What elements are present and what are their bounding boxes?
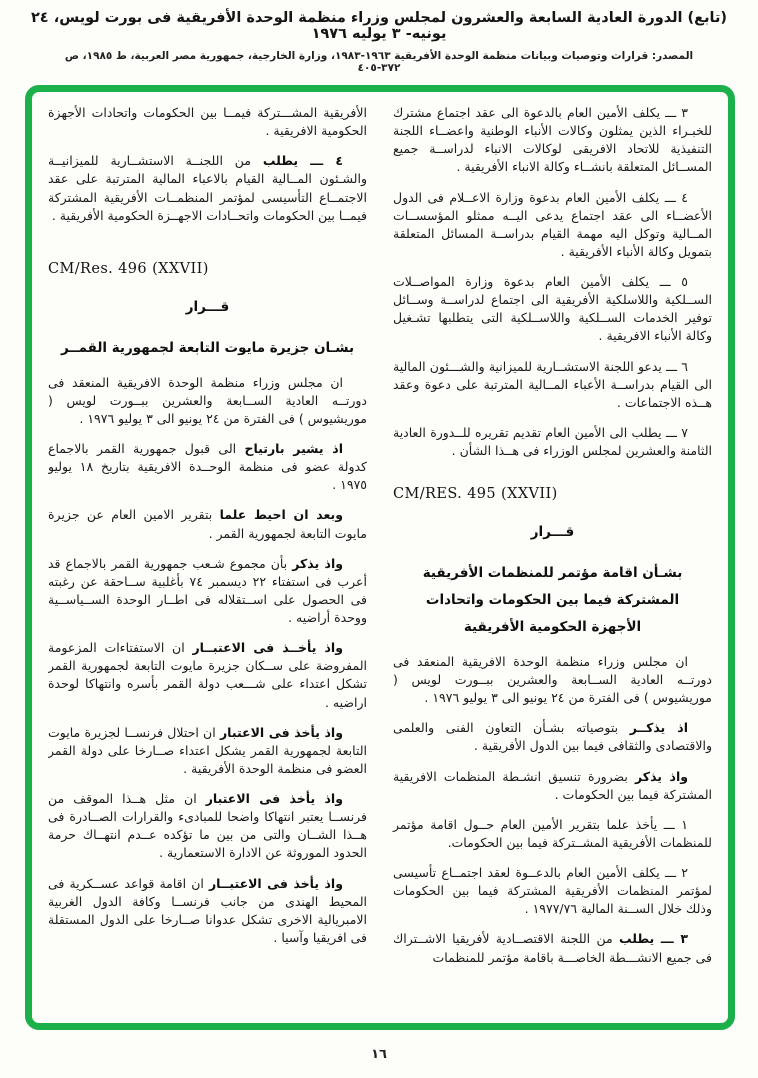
paragraph-lead: واذ يأخذ فى الاعتبار [205, 791, 343, 807]
paragraph-lead: واذ يأخذ فى الاعتبار [219, 724, 343, 740]
resolution-title-line: الأجهزة الحكومية الأفريقية [463, 618, 642, 635]
page-number: ١٦ [371, 1047, 387, 1062]
resolution-title-line: المشتركة فيما بين الحكومات واتحادات [425, 592, 680, 609]
paragraph-lead: واذ يذكر [635, 768, 688, 784]
paragraph-lead: واذ يذكر [292, 555, 344, 571]
paragraph: ٧ ـــ يطلب الى الأمين العام تقديم تقريره للــدورة العادية الثامنة والعشرين لمجلس الوزراء فى هــذا الشأن . [393, 424, 712, 458]
two-column-layout [48, 104, 712, 1013]
column-right [393, 104, 712, 1013]
document-frame [25, 85, 735, 1030]
paragraph: ١ ـــ يأخذ علما بتقرير الأمين العام حــول اقامة مؤتمر للمنظمات الأفريقية المشــتركة فيما بين الحكومات. [393, 816, 712, 850]
paragraph [393, 930, 712, 966]
paragraph: الأفريقية المشـــتركة فيمــا بين الحكومات واتحادات الأجهزة الحكومية الافريقية . [48, 105, 367, 139]
paragraph: ٢ ـــ يكلف الأمين العام بالدعــوة لعقد اجتمــاع تأسيسى لمؤتمر المنظمات الأفريقية المشتركة فيما بين الحكومات وذلك خلال الســنة المالية ١٩٧٧/٧٦ . [393, 865, 712, 917]
paragraph-lead: واذ يأخذ فى الاعتبــار [208, 875, 343, 891]
paragraph [48, 440, 367, 494]
paragraph [393, 719, 712, 755]
paragraph: ان مجلس وزراء منظمة الوحدة الافريقية المنعقد فى دورتــه العادية الســابعة والعشرين ببــورت لويس ( موريشيوس ) فى الفترة من ٢٤ يونيو الى ٣ يوليو ١٩٧٦ . [48, 374, 367, 426]
paragraph-text: ان الاستفتاءات المزعومة المفروضة على ســكان جزيرة مايوت التابعة لجمهورية القمر تشكل اعتداء على شـــعب دولة القمر بأسره وانتهاكا لوحدة اراضيه . [48, 640, 367, 710]
paragraph-lead: واذ يأخــذ فى الاعتبــار [192, 640, 343, 656]
source-citation: المصدر: قرارات وتوصيات وبيانات منظمة الوحدة الأفريقية ١٩٦٣-١٩٨٣، وزارة الخارجية، جمهورية مصر العربية، ط ١٩٨٥، ص ٣٧٢-٤٠٥ [64, 50, 694, 74]
resolution-title: قـــرار [530, 524, 575, 541]
paragraph-text: الى قبول جمهورية القمر بالاجماع كدولة عضو فى منظمة الوحــدة الافريقية بتاريخ ١٨ يوليو ١٩٧٥ . [48, 441, 367, 493]
paragraph [48, 639, 367, 712]
paragraph-text: ان مثل هــذا الموقف من فرنســا يعتبر انتهاكا واضحا للمبادىء والقرارات الصــادرة فى هــذا الشــان والتى من بين ما تؤكده عــدم انتهــاك حرمة الحدود الموروثة عن الادارة الاستعمارية . [48, 791, 367, 861]
resolution-ref: CM/RES. 495 (XXVII) [393, 486, 558, 503]
paragraph [48, 506, 367, 542]
paragraph: ٦ ـــ يدعو اللجنة الاستشــارية للميزانية والشـــئون المالية الى القيام بدراســة الأعباء المــالية المترتبة على دعوة وعقد هــذه الاجتماعات . [393, 358, 712, 410]
paragraph-lead: اذ يذكــر [629, 720, 688, 736]
paragraph [393, 768, 712, 804]
session-title: (تابع) الدورة العادية السابعة والعشرون لمجلس وزراء منظمة الوحدة الأفريقية فى بورت لويس، ٢٤ يونيه- ٣ يوليه ١٩٧٦ [30, 10, 728, 42]
paragraph-text: بتقرير الامين العام عن جزيرة مايوت التابعة لجمهورية القمر . [48, 507, 367, 541]
paragraph: ان مجلس وزراء منظمة الوحدة الافريقية المنعقد فى دورتــه العادية الســابعة والعشرين ببــورت لويس ( موريشيوس ) فى الفترة من ٢٤ يونيو الى ٣ يوليو ١٩٧٦ . [393, 653, 712, 706]
paragraph [48, 152, 367, 225]
page-header [0, 10, 758, 74]
resolution-title-line: بشـأن اقامة مؤتمر للمنظمات الأفريقية [422, 565, 683, 582]
paragraph: ٤ ـــ يكلف الأمين العام بدعوة وزارة الاعــلام فى الدول الأعضــاء الى عقد اجتماع يدعى اليــه ممثلو المؤسســات المــالية وتوكل اليه مهمة القيام بدراســة المسائل المتعلقة بتمويل وكالة الأنباء الأفريقية . [393, 189, 712, 259]
column-left [48, 104, 367, 1013]
paragraph-text: من اللجنة الاقتصــادية لأفريقيا الاشــتراك فى جميع الانشـــطة الخاصـــة باقامة مؤتمر للمنظمات [393, 931, 712, 965]
paragraph-text: بتوصياته بشـأن التعاون الفنى والعلمى والاقتصادى والثقافى فيما بين الدول الأفريقية . [393, 720, 712, 754]
resolution-title-line: بشـان جزيرة مايوت التابعة لجمهورية القمــر [60, 339, 355, 356]
paragraph [48, 555, 367, 628]
paragraph-text: من اللجنــة الاستشــارية للميزانيــة والشـئون المــالية القيام بالاعباء المالية المترتبة على عقد الاجتمــاع التأسيسى لمؤتمر المنظمــات الأفريقية المشتركة فيمــا بين الحكومات واتحــادات الاجهــزة الحكومية الأفريقية . [48, 153, 367, 223]
paragraph-lead: ٣ ـــ يطلب [618, 931, 688, 947]
paragraph: ٣ ـــ يكلف الأمين العام بالدعوة الى عقد اجتماع مشترك للخبـراء الذين يمثلون وكالات الأنباء الوطنية واعضــاء اللجنة التنفيذية للاتحاد الافريقى لوكالات الانباء لدراســة جميع المســائل المتعلقة بانشــاء وكالة الانباء الأفريقية . [393, 105, 712, 175]
resolution-title: قـــرار [185, 298, 230, 315]
paragraph-lead: وبعد ان احيط علما [219, 507, 343, 523]
paragraph-lead: اذ يشير بارتياح [244, 441, 344, 457]
paragraph [48, 790, 367, 863]
paragraph [48, 724, 367, 778]
paragraph-lead: ٤ ـــ يطلب [262, 153, 343, 169]
paragraph-text: بضرورة تنسيق انشـطة المنظمات الافريقية المشتركة فيما بين الحكومات . [393, 768, 712, 802]
paragraph-text: ان احتلال فرنســا لجزيرة مايوت التابعة لجمهورية القمر يشكل اعتداء صــارخا على دولة القمر العضو فى منظمة الوحدة الأفريقية . [48, 724, 367, 776]
paragraph [48, 875, 367, 948]
paragraph-text: ان اقامة قواعد عســكرية فى المحيط الهندى من جانب فرنســا وكافة الدول الغربية الامبريالية الاخرى تشكل عدوانا صــارخا على الدول المستقلة فى افريقيا وآسيا . [48, 875, 367, 945]
paragraph: ٥ ـــ يكلف الأمين العام بدعوة وزارة المواصــلات الســلكية واللاسلكية الأفريقية الى اجتماع لدراســة وســائل توفير الخدمات الســلكية واللاســلكية التى يتطلبها تشـغيل وكالة الأنباء الافريقية . [393, 274, 712, 344]
resolution-ref: CM/Res. 496 (XXVII) [48, 260, 209, 277]
paragraph-text: بأن مجموع شـعب جمهورية القمر بالاجماع قد أعرب فى استفتاء ٢٢ ديسمبر ٧٤ بأغلبية ســاحقة عن رغبته فى الحصول على اســتقلاله فى اطــار الوحدة الســياســية ووحدة أراضيه . [48, 555, 367, 626]
